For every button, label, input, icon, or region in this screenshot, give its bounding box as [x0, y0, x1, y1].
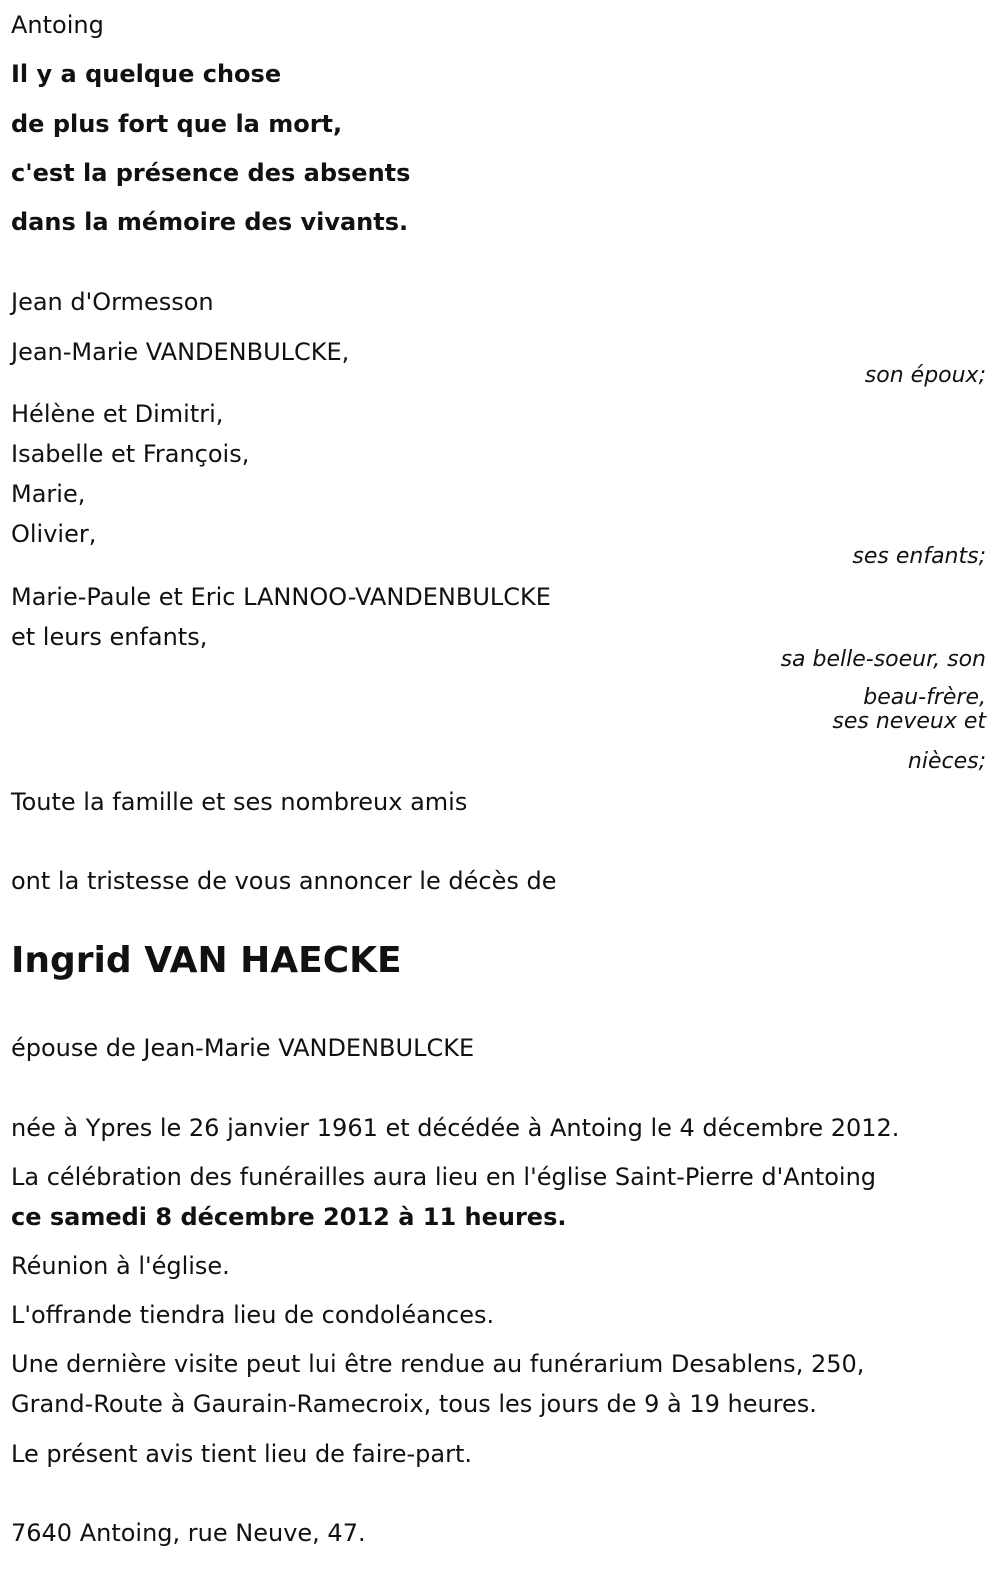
spouse: Jean-Marie VANDENBULCKE, — [11, 338, 350, 366]
visit: Une dernière visite peut lui être rendue au funérarium Desablens, 250, — [11, 1350, 865, 1378]
notice: Le présent avis tient lieu de faire-part. — [11, 1440, 473, 1468]
address: 7640 Antoing, rue Neuve, 47. — [11, 1519, 366, 1547]
visit: Grand-Route à Gaurain-Ramecroix, tous les jours de 9 à 19 heures. — [11, 1390, 817, 1418]
child: Marie, — [11, 480, 86, 508]
announcement: ont la tristesse de vous annoncer le décès de — [11, 867, 557, 895]
offering: L'offrande tiendra lieu de condoléances. — [11, 1301, 495, 1329]
children-role: ses enfants; — [852, 544, 986, 569]
inlaws: Marie-Paule et Eric LANNOO-VANDENBULCKE — [11, 583, 551, 611]
inlaws-role: sa belle-soeur, son — [780, 647, 986, 672]
quote-author: Jean d'Ormesson — [11, 288, 214, 316]
inlaws-role: beau-frère, — [863, 685, 986, 710]
child: Isabelle et François, — [11, 440, 250, 468]
quote-line: dans la mémoire des vivants. — [11, 208, 409, 236]
deceased-spouse: épouse de Jean-Marie VANDENBULCKE — [11, 1034, 475, 1062]
quote-line: c'est la présence des absents — [11, 159, 411, 187]
child: Olivier, — [11, 520, 97, 548]
child: Hélène et Dimitri, — [11, 400, 224, 428]
deceased-name: Ingrid VAN HAECKE — [11, 940, 402, 981]
spouse-role: son époux; — [864, 363, 986, 388]
inlaws-role: ses neveux et — [832, 709, 986, 734]
quote-line: Il y a quelque chose — [11, 60, 282, 88]
inlaws-role: nièces; — [907, 749, 986, 774]
others: Toute la famille et ses nombreux amis — [11, 788, 468, 816]
meeting: Réunion à l'église. — [11, 1252, 230, 1280]
place: Antoing — [11, 11, 104, 39]
funeral: La célébration des funérailles aura lieu en l'église Saint-Pierre d'Antoing — [11, 1163, 877, 1191]
birth-death: née à Ypres le 26 janvier 1961 et décédée à Antoing le 4 décembre 2012. — [11, 1114, 900, 1142]
quote-line: de plus fort que la mort, — [11, 110, 343, 138]
inlaws: et leurs enfants, — [11, 623, 208, 651]
funeral-date: ce samedi 8 décembre 2012 à 11 heures. — [11, 1203, 567, 1231]
